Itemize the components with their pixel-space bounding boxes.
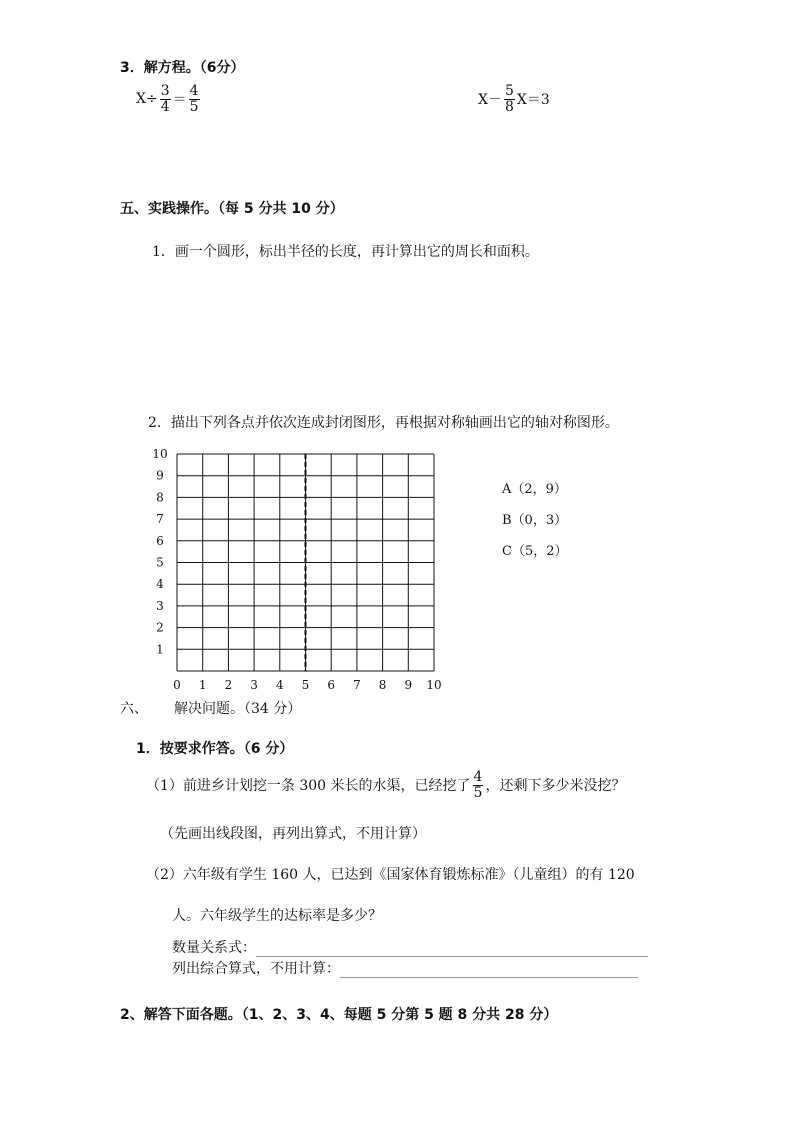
x-tick-label: 7	[353, 678, 361, 692]
section-5-heading: 五、实践操作。（每 5 分共 10 分）	[120, 201, 344, 217]
relation-field-label: 数量关系式：	[172, 940, 256, 956]
x-axis-labels	[173, 678, 441, 692]
coordinate-grid[interactable]	[140, 445, 460, 695]
eq1-var: X÷	[136, 91, 158, 108]
section-6-title: 解决问题。（34 分）	[174, 701, 302, 717]
y-tick-label: 4	[156, 577, 164, 592]
y-tick-label: 10	[152, 447, 168, 461]
y-tick-label: 5	[156, 555, 164, 570]
point-b: B（0，3）	[502, 513, 568, 528]
point-c: C（5，2）	[502, 544, 568, 559]
y-tick-label: 3	[156, 598, 164, 613]
x-tick-label: 6	[327, 678, 336, 692]
y-tick-label: 1	[156, 642, 164, 657]
expression-answer-line[interactable]	[340, 963, 638, 978]
relation-answer-line[interactable]	[256, 942, 648, 957]
x-tick-label: 10	[426, 678, 442, 692]
section-6-number: 六、	[120, 701, 148, 717]
relation-field	[172, 937, 648, 957]
x-tick-label: 4	[275, 678, 284, 692]
question-5-1: 1．画一个圆形，标出半径的长度，再计算出它的周长和面积。	[152, 244, 539, 260]
y-tick-label: 9	[156, 468, 164, 483]
x-tick-label: 9	[404, 678, 413, 692]
fraction-4-5: $\frac{4}{5}$	[473, 769, 483, 801]
y-tick-label: 8	[156, 490, 164, 505]
section-3-heading: 3．解方程。（6分）	[120, 60, 245, 76]
eq1-equals: ＝	[172, 92, 187, 109]
question-6-1-1: （1）前进乡计划挖一条 300 米长的水渠，已经挖了 $\frac{4}{5}$ ，还剩下多少米没挖？	[146, 769, 626, 801]
section-6-heading	[120, 698, 301, 718]
y-tick-label: 7	[156, 512, 164, 527]
sub-2-heading: 2、解答下面各题。（1、2、3、4、每题 5 分第 5 题 8 分共 28 分）	[120, 1007, 558, 1023]
point-a: A（2，9）	[502, 482, 567, 497]
eq1-fraction-1: $\frac{3}{4}$	[160, 83, 170, 115]
y-tick-label: 6	[156, 533, 164, 548]
y-axis-labels	[152, 447, 167, 656]
y-tick-label: 2	[156, 620, 164, 635]
x-tick-label: 5	[301, 678, 310, 692]
x-tick-label: 8	[378, 678, 387, 692]
points-list	[502, 474, 568, 567]
x-tick-label: 0	[173, 678, 181, 692]
x-tick-label: 2	[224, 678, 233, 692]
question-5-2: 2．描出下列各点并依次连成封闭图形，再根据对称轴画出它的轴对称图形。	[148, 415, 619, 431]
equation-1	[136, 84, 202, 114]
x-tick-label: 3	[250, 678, 258, 692]
eq2-pre: X－	[478, 92, 502, 109]
sub-1-heading: 1．按要求作答。（6 分）	[136, 741, 294, 757]
equation-2	[478, 84, 550, 114]
question-6-1-2-line2: 人。六年级学生的达标率是多少？	[172, 908, 382, 924]
eq2-fraction: $\frac{5}{8}$	[504, 83, 514, 115]
eq2-post: X＝3	[516, 92, 550, 109]
expression-field-label: 列出综合算式，不用计算：	[172, 961, 340, 977]
question-6-1-2-line1: （2）六年级有学生 160 人，已达到《国家体育锻炼标准》（儿童组）的有 120	[146, 867, 635, 883]
eq1-fraction-2: $\frac{4}{5}$	[189, 83, 199, 115]
expression-field	[172, 958, 638, 978]
question-6-1-1-note: （先画出线段图，再列出算式，不用计算）	[160, 826, 426, 842]
x-tick-label: 1	[198, 678, 207, 692]
